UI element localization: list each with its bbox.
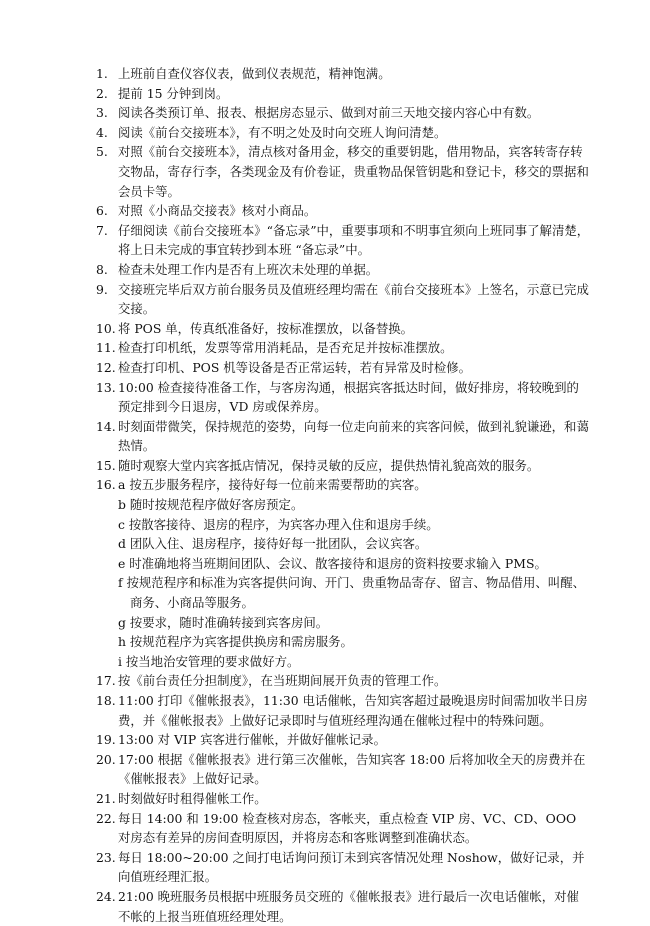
item-number: 17. [96,673,116,689]
sub-item: i 按当地治安管理的要求做好方。 [118,653,300,669]
list-item [96,260,590,280]
item-number: 20. [96,751,116,767]
item-text: 阅读《前台交接班本》，有不明之处及时向交班人询问清楚。 [118,124,447,140]
item-text: 提前 15 分钟到岗。 [118,85,229,101]
sub-item: b 随时按规范程序做好客房预定。 [118,497,304,513]
item-text: 将 POS 单，传真纸准备好，按标准摆放，以备替换。 [118,320,414,336]
list-item [96,671,590,691]
item-text: 11:00 打印《催帐报表》，11:30 电话催帐，告知宾客超过最晚退房时间需加收半日房费，并《催帐报表》上做好记录即时与值班经理沟通在催帐过程中的特殊问题。 [118,693,588,728]
item-text: 13:00 对 VIP 宾客进行催帐，并做好催帐记录。 [118,732,386,748]
item-text: 对照《小商品交接表》核对小商品。 [118,203,317,219]
item-number: 14. [96,418,116,434]
item-text: 17:00 根据《催帐报表》进行第三次催帐，告知宾客 18:00 后将加收全天的房费并在《催帐报表》上做好记录。 [118,751,586,787]
item-number: 6. [96,203,108,219]
item-number: 11. [96,340,116,356]
list-item [96,280,590,319]
procedure-list [96,64,590,926]
item-text: 仔细阅读《前台交接班本》“备忘录”中，重要事项和不明事宜须向上班同事了解清楚，将上日未完成的事宜转抄到本班 “备忘录”中。 [118,222,590,258]
item-text: 时刻做好时租得催帐工作。 [118,790,267,806]
item-text: 交接班完毕后双方前台服务员及值班经理均需在《前台交接班本》上签名，示意已完成交接。 [118,281,589,317]
list-item [96,456,590,476]
item-text: 检查打印机纸，发票等常用消耗品，是否充足并按标准摆放。 [118,340,453,356]
item-number: 1. [96,66,108,81]
item-number: 21. [96,790,116,806]
list-item [96,789,590,809]
item-text: 对照《前台交接班本》，清点核对备用金，移交的重要钥匙，借用物品，宾客转寄存转交物品，寄存行李，各类现金及有价卷证，贵重物品保管钥匙和登记卡，移交的票据和会员卡等。 [118,144,589,199]
list-item [96,84,590,104]
list-item [96,64,590,84]
item-number: 12. [96,359,116,375]
item-text: 时刻面带微笑，保持规范的姿势，向每一位走向前来的宾客问候，做到礼貌谦逊，和蔼热情。 [118,418,589,454]
list-item [96,103,590,123]
item-text: 按《前台责任分担制度》，在当班期间展开负责的管理工作。 [118,673,447,689]
list-item [96,358,590,378]
sub-item: h 按规范程序为宾客提供换房和需房服务。 [118,634,353,650]
sub-item: a 按五步服务程序，接待好每一位前来需要帮助的宾客。 [118,477,427,493]
list-item [96,221,590,260]
list-item [96,475,590,671]
item-number: 5. [96,144,108,160]
item-number: 4. [96,124,108,140]
list-item [96,201,590,221]
item-number: 23. [96,849,116,865]
list-item [96,809,590,848]
list-item [96,750,590,789]
item-number: 2. [96,85,108,101]
list-item [96,123,590,143]
list-item [96,848,590,887]
item-number: 24. [96,888,116,904]
item-number: 13. [96,379,116,395]
list-item [96,378,590,417]
item-number: 19. [96,732,116,748]
item-number: 16. [96,477,116,493]
item-text: 10:00 检查接待准备工作，与客房沟通，根据宾客抵达时间，做好排房，将较晚到的预定排到今日退房，VD 房或保养房。 [118,379,579,415]
item-text: 检查未处理工作内是否有上班次未处理的单据。 [118,261,379,277]
item-number: 18. [96,693,116,708]
item-text: 每日 14:00 和 19:00 检查核对房态，客帐夹，重点检查 VIP 房、VC、CD、OOO 对房态有差异的房间查明原因，并将房态和客账调整到准确状态。 [118,810,577,846]
sub-item: f 按规范程序和标准为宾客提供问询、开门、贵重物品寄存、留言、物品借用、叫醒、商务、小商品等服务。 [118,575,585,611]
item-number: 8. [96,261,108,277]
list-item [96,338,590,358]
item-text: 每日 18:00~20:00 之间打电话询问预订未到宾客情况处理 Noshow，做好记录，并向值班经理汇报。 [118,849,585,885]
sub-item: g 按要求，随时准确转接到宾客房间。 [118,614,329,630]
list-item [96,319,590,339]
item-text: 检查打印机、POS 机等设备是否正常运转，若有异常及时检修。 [118,359,472,375]
list-item [96,730,590,750]
list-item [96,417,590,456]
item-number: 15. [96,457,116,473]
list-item [96,691,590,730]
item-number: 10. [96,320,116,336]
item-number: 22. [96,810,116,826]
list-item [96,142,590,201]
sub-item: e 时准确地将当班期间团队、会议、散客接待和退房的资料按要求输入 PMS。 [118,555,547,571]
item-text: 21:00 晚班服务员根据中班服务员交班的《催帐报表》进行最后一次电话催帐，对催不帐的上报当班值班经理处理。 [118,888,579,924]
item-text: 阅读各类预订单、报表、根据房态显示、做到对前三天地交接内容心中有数。 [118,105,540,121]
item-number: 7. [96,222,108,238]
item-number: 3. [96,105,108,121]
item-text: 随时观察大堂内宾客抵店情况，保持灵敏的反应，提供热情礼貌高效的服务。 [118,457,540,473]
item-number: 9. [96,281,108,297]
item-text: 上班前自查仪容仪表，做到仪表规范，精神饱满。 [118,66,391,81]
sub-item: d 团队入住、退房程序，接待好每一批团队，会议宾客。 [118,536,428,552]
list-item [96,887,590,926]
sub-item: c 按散客接待、退房的程序，为宾客办理入住和退房手续。 [118,516,439,532]
